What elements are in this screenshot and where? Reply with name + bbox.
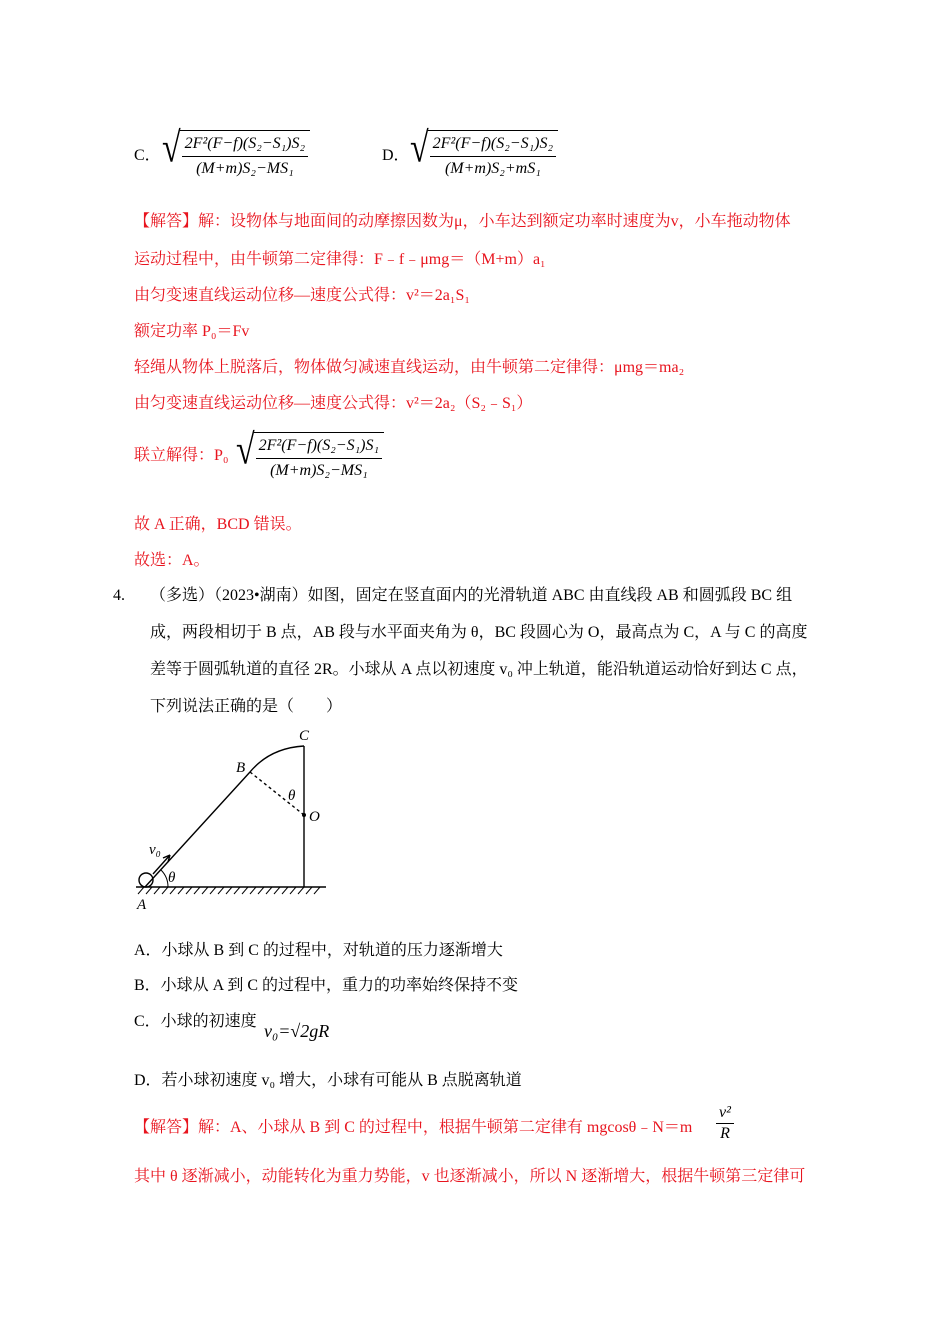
option-d-label: D． (382, 147, 410, 164)
answer3-line2: 运动过程中，由牛顿第二定律得：F﹣f﹣μmg＝（M+m）a₁ (134, 251, 546, 268)
question4-number: 4. (113, 587, 125, 604)
question4-option-b: B．小球从 A 到 C 的过程中，重力的功率始终保持不变 (134, 977, 519, 994)
answer3-line7-denominator: (M+m)S₂−MS₁ (270, 462, 368, 479)
label-o: O (309, 809, 320, 825)
answer3-line7-formula: √ $\frac{\text{2F²(F−f)(S₂−S₁)S₁}}{\text{(M+m)S₂−MS₁}}$ (236, 432, 384, 482)
option-c-formula: √ $\frac{\text{2F²(F−f)(S₂−S₁)S₂}}{\text{(M+m)S₂−MS₁}}$ (162, 130, 310, 180)
option-c-denominator: (M+m)S₂−MS₁ (196, 160, 294, 177)
label-v0: v₀ (149, 842, 161, 858)
question4-line4: 下列说法正确的是（ ） (150, 698, 343, 715)
label-a: A (137, 897, 147, 913)
question4-option-a: A．小球从 B 到 C 的过程中，对轨道的压力逐渐增大 (134, 942, 503, 959)
answer4-line1-fraction (714, 1104, 736, 1143)
label-theta-bottom: θ (168, 870, 176, 886)
answer4-numerator: v² (716, 1104, 734, 1124)
center-point-o (302, 813, 306, 817)
segment-ab (145, 772, 250, 887)
answer3-line3: 由匀变速直线运动位移—速度公式得：v²＝2a₁S₁ (134, 287, 470, 304)
label-c: C (299, 728, 310, 744)
answer3-line8: 故 A 正确，BCD 错误。 (134, 516, 302, 533)
answer3-line9: 故选：A。 (134, 552, 210, 569)
option-d-denominator: (M+m)S₂+mS₁ (444, 160, 541, 177)
answer4-line2: 其中 θ 逐渐减小，动能转化为重力势能，v 也逐渐减小，所以 N 逐渐增大，根据牛顿第三定律可 (134, 1168, 806, 1185)
answer3-line6: 由匀变速直线运动位移—速度公式得：v²＝2a₂（S₂﹣S₁） (134, 395, 533, 412)
answer4-denominator: R (720, 1125, 730, 1142)
option-d-numerator: 2F²(F−f)(S₂−S₁)S₂ (430, 133, 556, 157)
answer3-line1: 【解答】解：设物体与地面间的动摩擦因数为μ，小车达到额定功率时速度为v，小车拖动物体 (134, 213, 791, 230)
label-b: B (236, 760, 246, 776)
radius-bo (250, 772, 304, 815)
question4-line2: 成，两段相切于 B 点，AB 段与水平面夹角为 θ，BC 段圆心为 O，最高点为 C，A 与 C 的高度 (150, 624, 808, 641)
question4-line3: 差等于圆弧轨道的直径 2R。小球从 A 点以初速度 v₀ 冲上轨道，能沿轨道运动恰好到达 C 点， (150, 661, 808, 678)
answer3-line7-prefix: 联立解得：P₀ (134, 447, 229, 464)
question4-option-d: D．若小球初速度 v₀ 增大，小球有可能从 B 点脱离轨道 (134, 1072, 522, 1089)
question4-option-c-formula: v₀=√2gR (264, 1021, 330, 1041)
option-c-label: C． (134, 147, 161, 164)
angle-arc-a (161, 870, 168, 887)
question4-line1: （多选）（2023•湖南）如图，固定在竖直面内的光滑轨道 ABC 由直线段 AB 和圆弧段 BC 组 (150, 587, 793, 604)
track-figure (130, 722, 340, 920)
answer3-line4: 额定功率 P₀＝Fv (134, 323, 250, 340)
option-c-numerator: 2F²(F−f)(S₂−S₁)S₂ (182, 133, 308, 157)
ground-hatching (138, 887, 320, 894)
label-theta-top: θ (288, 788, 296, 804)
question4-option-c-prefix: C．小球的初速度 (134, 1013, 257, 1030)
answer3-line5: 轻绳从物体上脱落后，物体做匀减速直线运动，由牛顿第二定律得：μmg＝ma₂ (134, 359, 685, 376)
arc-bc (250, 746, 304, 772)
option-d-formula: √ $\frac{\text{2F²(F−f)(S₂−S₁)S₂}}{\text{(M+m)S₂+mS₁}}$ (410, 130, 558, 180)
answer3-line7-numerator: 2F²(F−f)(S₂−S₁)S₁ (256, 435, 382, 459)
answer4-line1-prefix: 【解答】解：A、小球从 B 到 C 的过程中，根据牛顿第二定律有 mgcosθ﹣N＝m (134, 1119, 693, 1136)
